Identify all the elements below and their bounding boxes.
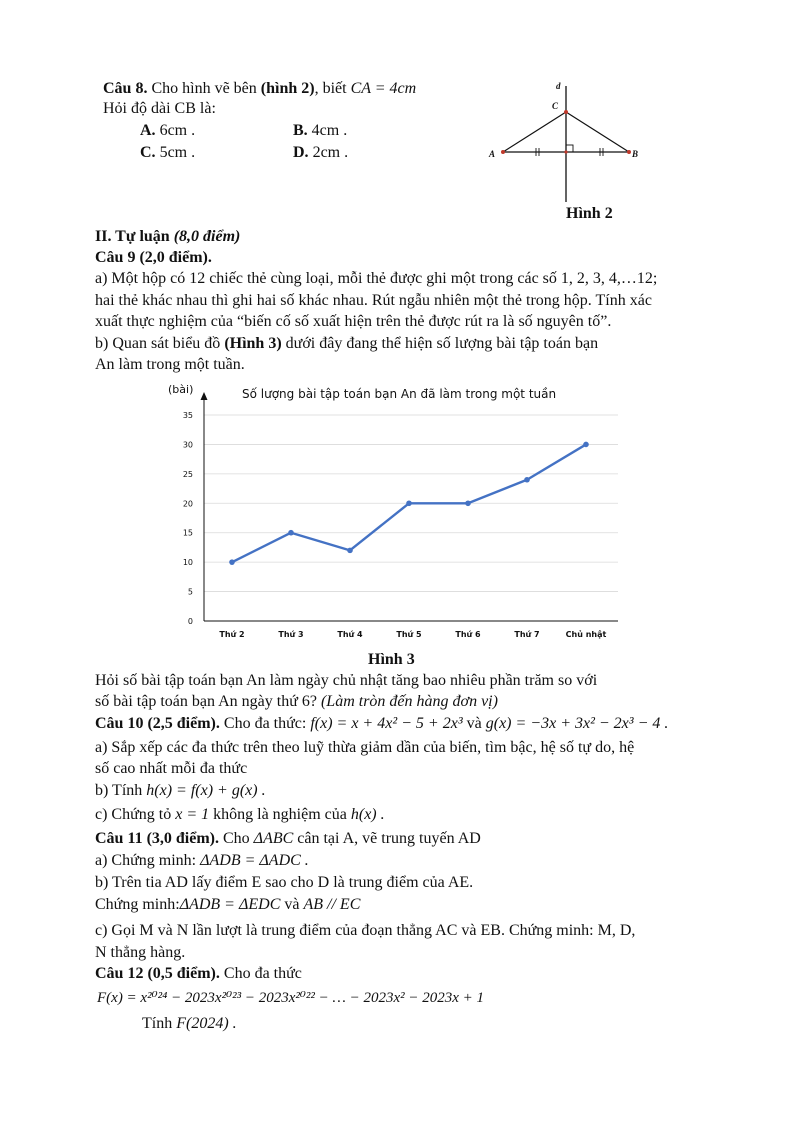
chart-data-point <box>288 530 294 536</box>
q10-a-line2: số cao nhất mỗi đa thức <box>95 760 248 777</box>
chart-x-tick-label: Thứ 3 <box>278 630 304 639</box>
part-2-title: II. Tự luận <box>95 228 174 245</box>
q8-option-b-text: 4cm . <box>311 122 348 139</box>
chart-y-tick-label: 15 <box>182 528 193 538</box>
chart-y-tick-label: 10 <box>182 558 193 568</box>
q8-option-c-text: 5cm . <box>159 144 196 161</box>
q11-b-math1: ΔADB = ΔEDC <box>179 896 281 913</box>
point-c <box>564 110 568 114</box>
chart-x-tick-label: Chủ nhật <box>565 630 607 639</box>
q10-and: và <box>462 715 486 732</box>
q10-a-line1: a) Sắp xếp các đa thức trên theo luỹ thừa giảm dần của biến, tìm bậc, hệ số tự do, hệ <box>95 739 635 756</box>
q11-a <box>95 851 309 871</box>
q8-option-b <box>293 121 347 141</box>
q8-option-a-label: A. <box>140 122 156 139</box>
point-b <box>627 150 631 154</box>
q12-intro: Cho đa thức <box>219 965 302 982</box>
q8-option-a-text: 6cm . <box>159 122 196 139</box>
q12-ask-math: F(2024) . <box>176 1015 237 1032</box>
q8-option-a <box>140 121 195 141</box>
q10-line1 <box>95 714 668 734</box>
chart-y-axis-label: (bài) <box>168 383 194 396</box>
q11-heading: Câu 11 (3,0 điểm). <box>95 830 219 847</box>
chart-x-tick-label: Thứ 4 <box>337 630 363 639</box>
q10-c <box>95 805 385 825</box>
part-2-points: (8,0 điểm) <box>173 228 241 245</box>
chart-title: Số lượng bài tập toán bạn An đã làm trong một tuần <box>242 387 557 401</box>
chart-data-point <box>465 500 471 506</box>
q10-c-text-a: c) Chứng tỏ <box>95 806 176 823</box>
chart-data-point <box>229 559 235 565</box>
q10-g: g(x) = −3x + 3x² − 2x³ − 4 . <box>485 715 669 732</box>
q9-question-text: số bài tập toán bạn An ngày thứ 6? <box>95 693 321 710</box>
segment-cb <box>566 112 629 152</box>
q9-heading: Câu 9 (2,0 điểm). <box>95 249 212 266</box>
q11-a-text: a) Chứng minh: <box>95 852 201 869</box>
q10-f: f(x) = x + 4x² − 5 + 2x³ <box>310 715 463 732</box>
q9-b-line2: An làm trong một tuần. <box>95 356 245 373</box>
chart-data-point <box>524 477 530 483</box>
q8-label: Câu 8. <box>103 80 148 97</box>
q10-c-text-b: không là nghiệm của <box>209 806 351 823</box>
q10-b-math: h(x) = f(x) + g(x) . <box>146 782 266 799</box>
q8-option-c-label: C. <box>140 144 156 161</box>
q11-c-line2: N thẳng hàng. <box>95 944 186 961</box>
q11-intro-b: cân tại A, vẽ trung tuyến AD <box>293 830 481 847</box>
q11-intro-a: Cho <box>219 830 254 847</box>
chart-y-tick-label: 0 <box>187 617 193 626</box>
chart-x-tick-label: Thứ 6 <box>455 630 481 639</box>
q8-math: CA = 4cm <box>350 80 417 97</box>
label-c: C <box>552 101 559 111</box>
q8-option-d-label: D. <box>293 144 309 161</box>
q12-ask <box>142 1014 237 1034</box>
q12-line1 <box>95 964 302 984</box>
q8-line2: Hỏi độ dài CB là: <box>103 100 216 117</box>
q8-line1 <box>103 79 416 99</box>
q9-a-line3: xuất thực nghiệm của “biến cố số xuất hiện trên thẻ được rút ra là số nguyên tố”. <box>95 313 612 330</box>
label-a: A <box>489 149 496 159</box>
q11-b-math2: AB // EC <box>303 896 361 913</box>
q10-heading: Câu 10 (2,5 điểm). <box>95 715 220 732</box>
q11-triangle: ΔABC <box>253 830 294 847</box>
chart-y-axis-arrow <box>201 392 208 400</box>
label-b: B <box>632 149 639 159</box>
q12-ask-text: Tính <box>142 1015 177 1032</box>
q9-question-line2 <box>95 692 498 712</box>
q10-intro: Cho đa thức: <box>219 715 311 732</box>
q11-a-math: ΔADB = ΔADC . <box>200 852 309 869</box>
q11-b-line2 <box>95 895 360 915</box>
q12-heading: Câu 12 (0,5 điểm). <box>95 965 220 982</box>
chart-x-tick-label: Thứ 5 <box>396 630 422 639</box>
q10-c-hx: h(x) . <box>350 806 385 823</box>
q11-b-line1: b) Trên tia AD lấy điểm E sao cho D là trung điểm của AE. <box>95 874 474 891</box>
chart-y-tick-label: 30 <box>182 440 193 450</box>
q10-b-text: b) Tính <box>95 782 147 799</box>
q9-b-hinh3-ref: (Hình 3) <box>224 335 282 352</box>
q10-b <box>95 781 266 801</box>
q8-text-a: Cho hình vẽ bên <box>147 80 261 97</box>
chart-x-tick-label: Thứ 2 <box>219 630 245 639</box>
chart-y-tick-label: 20 <box>182 499 193 509</box>
q8-option-d-text: 2cm . <box>312 144 349 161</box>
q9-a-line1: a) Một hộp có 12 chiếc thẻ cùng loại, mỗi thẻ được ghi một trong các số 1, 2, 3, 4,…12; <box>95 270 658 287</box>
q9-b-text-a: b) Quan sát biểu đồ <box>95 335 225 352</box>
q11-b-prove: Chứng minh: <box>95 896 180 913</box>
chart-y-tick-label: 35 <box>182 411 193 420</box>
q9-b-line1 <box>95 334 598 354</box>
label-d: d <box>556 81 561 91</box>
point-a <box>501 150 505 154</box>
chart-x-tick-label: Thứ 7 <box>514 630 540 639</box>
q8-option-b-label: B. <box>293 122 308 139</box>
q9-rounding-note: (Làm tròn đến hàng đơn vị) <box>320 693 498 710</box>
q11-line1 <box>95 829 481 849</box>
figure-3-line-chart <box>160 378 620 648</box>
q9-b-text-b: dưới đây đang thể hiện số lượng bài tập toán bạn <box>281 335 599 352</box>
q8-option-d <box>293 143 348 163</box>
chart-data-point <box>347 548 353 554</box>
part-2-heading <box>95 227 240 247</box>
q9-a-line2: hai thẻ khác nhau thì ghi hai số khác nhau. Rút ngẫu nhiên một thẻ trong hộp. Tính xác <box>95 292 652 309</box>
q11-b-and: và <box>280 896 304 913</box>
q9-question-line1: Hỏi số bài tập toán bạn An làm ngày chủ nhật tăng bao nhiêu phần trăm so với <box>95 672 598 689</box>
q8-text-b: , biết <box>314 80 351 97</box>
q11-c-line1: c) Gọi M và N lần lượt là trung điểm của đoạn thẳng AC và EB. Chứng minh: M, D, <box>95 922 636 939</box>
chart-data-point <box>406 500 412 506</box>
figure-2-diagram <box>480 76 650 206</box>
q8-option-c <box>140 143 195 163</box>
chart-y-tick-label: 25 <box>182 469 193 479</box>
figure-2-caption: Hình 2 <box>566 205 613 222</box>
segment-ca <box>503 112 566 152</box>
q12-polynomial: F(x) = x²⁰²⁴ − 2023x²⁰²³ − 2023x²⁰²² − … − 2023x² − 2023x + 1 <box>97 990 485 1006</box>
point-foot <box>564 150 567 153</box>
figure-3-caption: Hình 3 <box>368 651 415 668</box>
chart-data-point <box>583 442 589 448</box>
q10-c-x1: x = 1 <box>175 806 210 823</box>
chart-y-tick-label: 5 <box>187 587 193 597</box>
q8-hinh2-ref: (hình 2) <box>260 80 315 97</box>
